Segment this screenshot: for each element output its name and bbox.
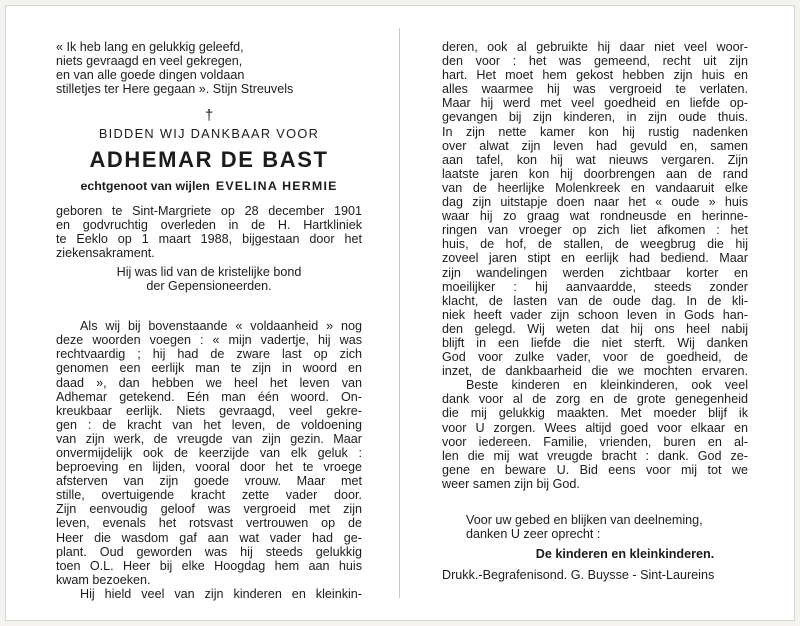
body-line: kwam bezoeken. <box>56 572 151 587</box>
printer-credit: Drukk.-Begrafenisond. G. Buysse - Sint-Laureins <box>442 568 715 582</box>
body-line: God voor zulke vader, voor de goedheid, de <box>442 350 748 365</box>
body-line: den gelegd. Wij weten dat hij ons heel nabij <box>442 321 748 336</box>
birth-death-info <box>56 204 362 260</box>
body-line: Adhemar getekend. Eén man één woord. On- <box>56 389 362 404</box>
body-line: zijn wandelingen werden zichtbaar korter en <box>442 265 748 280</box>
body-line: zoveel jaren stipt en eerlijk had bediend. Maar <box>442 251 748 266</box>
body-line: voor iedereen. Familie, vrienden, buren en al- <box>442 434 748 449</box>
spouse-prefix: echtgenoot van wijlen <box>80 179 210 194</box>
family-signoff: De kinderen en kleinkinderen. <box>535 547 715 562</box>
body-line: dank voor al de zorg en de grote genegenheid <box>442 392 748 407</box>
body-line: kreukbaar eerlijk. Niets gevraagd, veel gekre- <box>56 403 362 418</box>
quote-line: stilletjes ter Here gegaan ». Stijn Streuvels <box>56 82 294 97</box>
body-line: van zijn werk, de vreugde van zijn gezin. Maar <box>56 431 362 446</box>
body-line: alles waarmee hij was vergroeid te verlaten. <box>442 82 748 97</box>
info-line: te Eeklo op 1 maart 1988, bijgestaan door het <box>56 231 362 246</box>
body-line: hart. Het moet hem gekost hebben zijn huis en <box>442 68 748 83</box>
body-line: genomen een eerlijk man te zijn in woord en <box>56 361 362 376</box>
quote-line: « Ik heb lang en gelukkig geleefd, <box>56 40 244 54</box>
body-line: die mij gelukkig maakten. Met moeder blijf ik <box>442 406 748 421</box>
quote-line: niets gevraagd en veel gekregen, <box>56 54 243 69</box>
body-line: blijft in een liefde die niet sterft. Wij danken <box>442 335 748 350</box>
body-line: van de heerlijke Molenkreek en vandaaruit elke <box>442 180 748 195</box>
body-line: dag zijn uitstapje doen naar het « oude » huis <box>442 195 748 210</box>
body-line: rechtvaardig ; hij had de zware last op zich <box>56 347 362 362</box>
right-body-text <box>442 40 748 491</box>
membership-line: Hij was lid van de kristelijke bond <box>116 264 302 279</box>
body-line: gen : de kracht van het leven, de voldoening <box>56 417 362 432</box>
body-line: gevangen bij zijn kinderen, in zijn oude thuis. <box>442 110 748 125</box>
spouse-name: EVELINA HERMIE <box>215 179 338 194</box>
body-line: toen O.L. Heer bij elke Hoogdag hem aan huis <box>56 558 362 573</box>
body-line: Als wij bij bovenstaande « voldaanheid » nog <box>80 319 362 334</box>
streuvels-quote <box>56 40 362 96</box>
body-line: len die mij wat vreugde bracht : dank. God ze- <box>442 448 748 463</box>
body-line: moeilijker : hij aanvaardde, steeds zonder <box>442 279 748 294</box>
thanks-text <box>442 513 748 541</box>
body-line: leven, evenals het rotsvast vertrouwen op de <box>56 516 362 531</box>
membership-info <box>56 265 362 293</box>
center-fold <box>399 28 400 598</box>
body-line: beproeving en lijden, vooral door het te vroege <box>56 460 362 475</box>
left-page <box>56 40 362 601</box>
body-line: voor U zorgen. Wees altijd goed voor elkaar en <box>442 420 748 435</box>
prayer-heading: BIDDEN WIJ DANKBAAR VOOR <box>98 126 320 142</box>
body-line: stille, overtuigende kracht zette vader door. <box>56 488 362 503</box>
left-body-text <box>56 319 362 601</box>
body-line: ringen van vroeger op zich liet afkomen : het <box>442 223 748 238</box>
body-line: weer samen zijn bij God. <box>442 476 580 491</box>
deceased-name: ADHEMAR DE BAST <box>89 147 329 173</box>
right-page <box>442 40 748 561</box>
quote-line: en van alle goede dingen voldaan <box>56 68 245 83</box>
body-line: over alwat zijn leven had gevuld en, samen <box>442 138 748 153</box>
body-line: klacht, de lasten van de oude dag. In de kli- <box>442 293 748 308</box>
body-line: plant. Oud geworden was hij steeds gelukkig <box>56 544 362 559</box>
body-line: aan tafel, kon hij wat nieuws vergaren. Zijn <box>442 152 748 167</box>
body-line: Heer die wasdom gaf aan wat vader had ge- <box>56 530 362 545</box>
body-line: den voor : het was gemeend, recht uit zijn <box>442 54 748 69</box>
body-line: Maar hij werd met veel goedheid en liefde op- <box>442 96 748 111</box>
info-line: geboren te Sint-Margriete op 28 december 1901 <box>56 203 362 218</box>
body-line: niek heeft vader zijn schoon leven in Gods han- <box>442 307 748 322</box>
cross-symbol: † <box>204 107 214 125</box>
thanks-line: Voor uw gebed en blijken van deelneming, <box>466 513 703 527</box>
body-line: deren, ook al gebruikte hij daar niet veel woor- <box>442 40 748 54</box>
body-line: inzet, de dankbaarheid die we mochten ervaren. <box>442 364 748 379</box>
body-line: deze woorden voegen : « mijn vadertje, hij was <box>56 333 362 348</box>
body-line: Beste kinderen en kleinkinderen, ook veel <box>466 378 748 393</box>
body-line: Zijn eenvoudig geloof was vergroeid met zijn <box>56 502 362 517</box>
spouse-line <box>56 179 362 193</box>
body-line: huis, de hof, de stallen, de weegbrug die hij <box>442 237 748 252</box>
body-line: daad », dan hebben we heel het leven van <box>56 375 362 390</box>
info-line: en godvruchtig overleden in de H. Hartkliniek <box>56 217 362 232</box>
body-line: gene en beware U. Bid eens voor mij tot we <box>442 462 748 477</box>
membership-line: der Gepensioneerden. <box>146 279 272 294</box>
body-line: onvermijdelijk ook de keerzijde van elk geluk : <box>56 445 362 460</box>
body-line: waar hij zo graag wat rondneusde en herinne- <box>442 209 748 224</box>
thanks-line: danken U zeer oprecht : <box>466 527 601 542</box>
body-line: Hij hield veel van zijn kinderen en kleinkin- <box>80 586 362 601</box>
body-line: laatste jaren kon hij doorbrengen aan de rand <box>442 166 748 181</box>
info-line: ziekensakrament. <box>56 245 155 260</box>
body-line: In zijn nette kamer kon hij rustig nadenken <box>442 124 748 139</box>
body-line: afsterven van zijn goede vrouw. Maar met <box>56 474 362 489</box>
